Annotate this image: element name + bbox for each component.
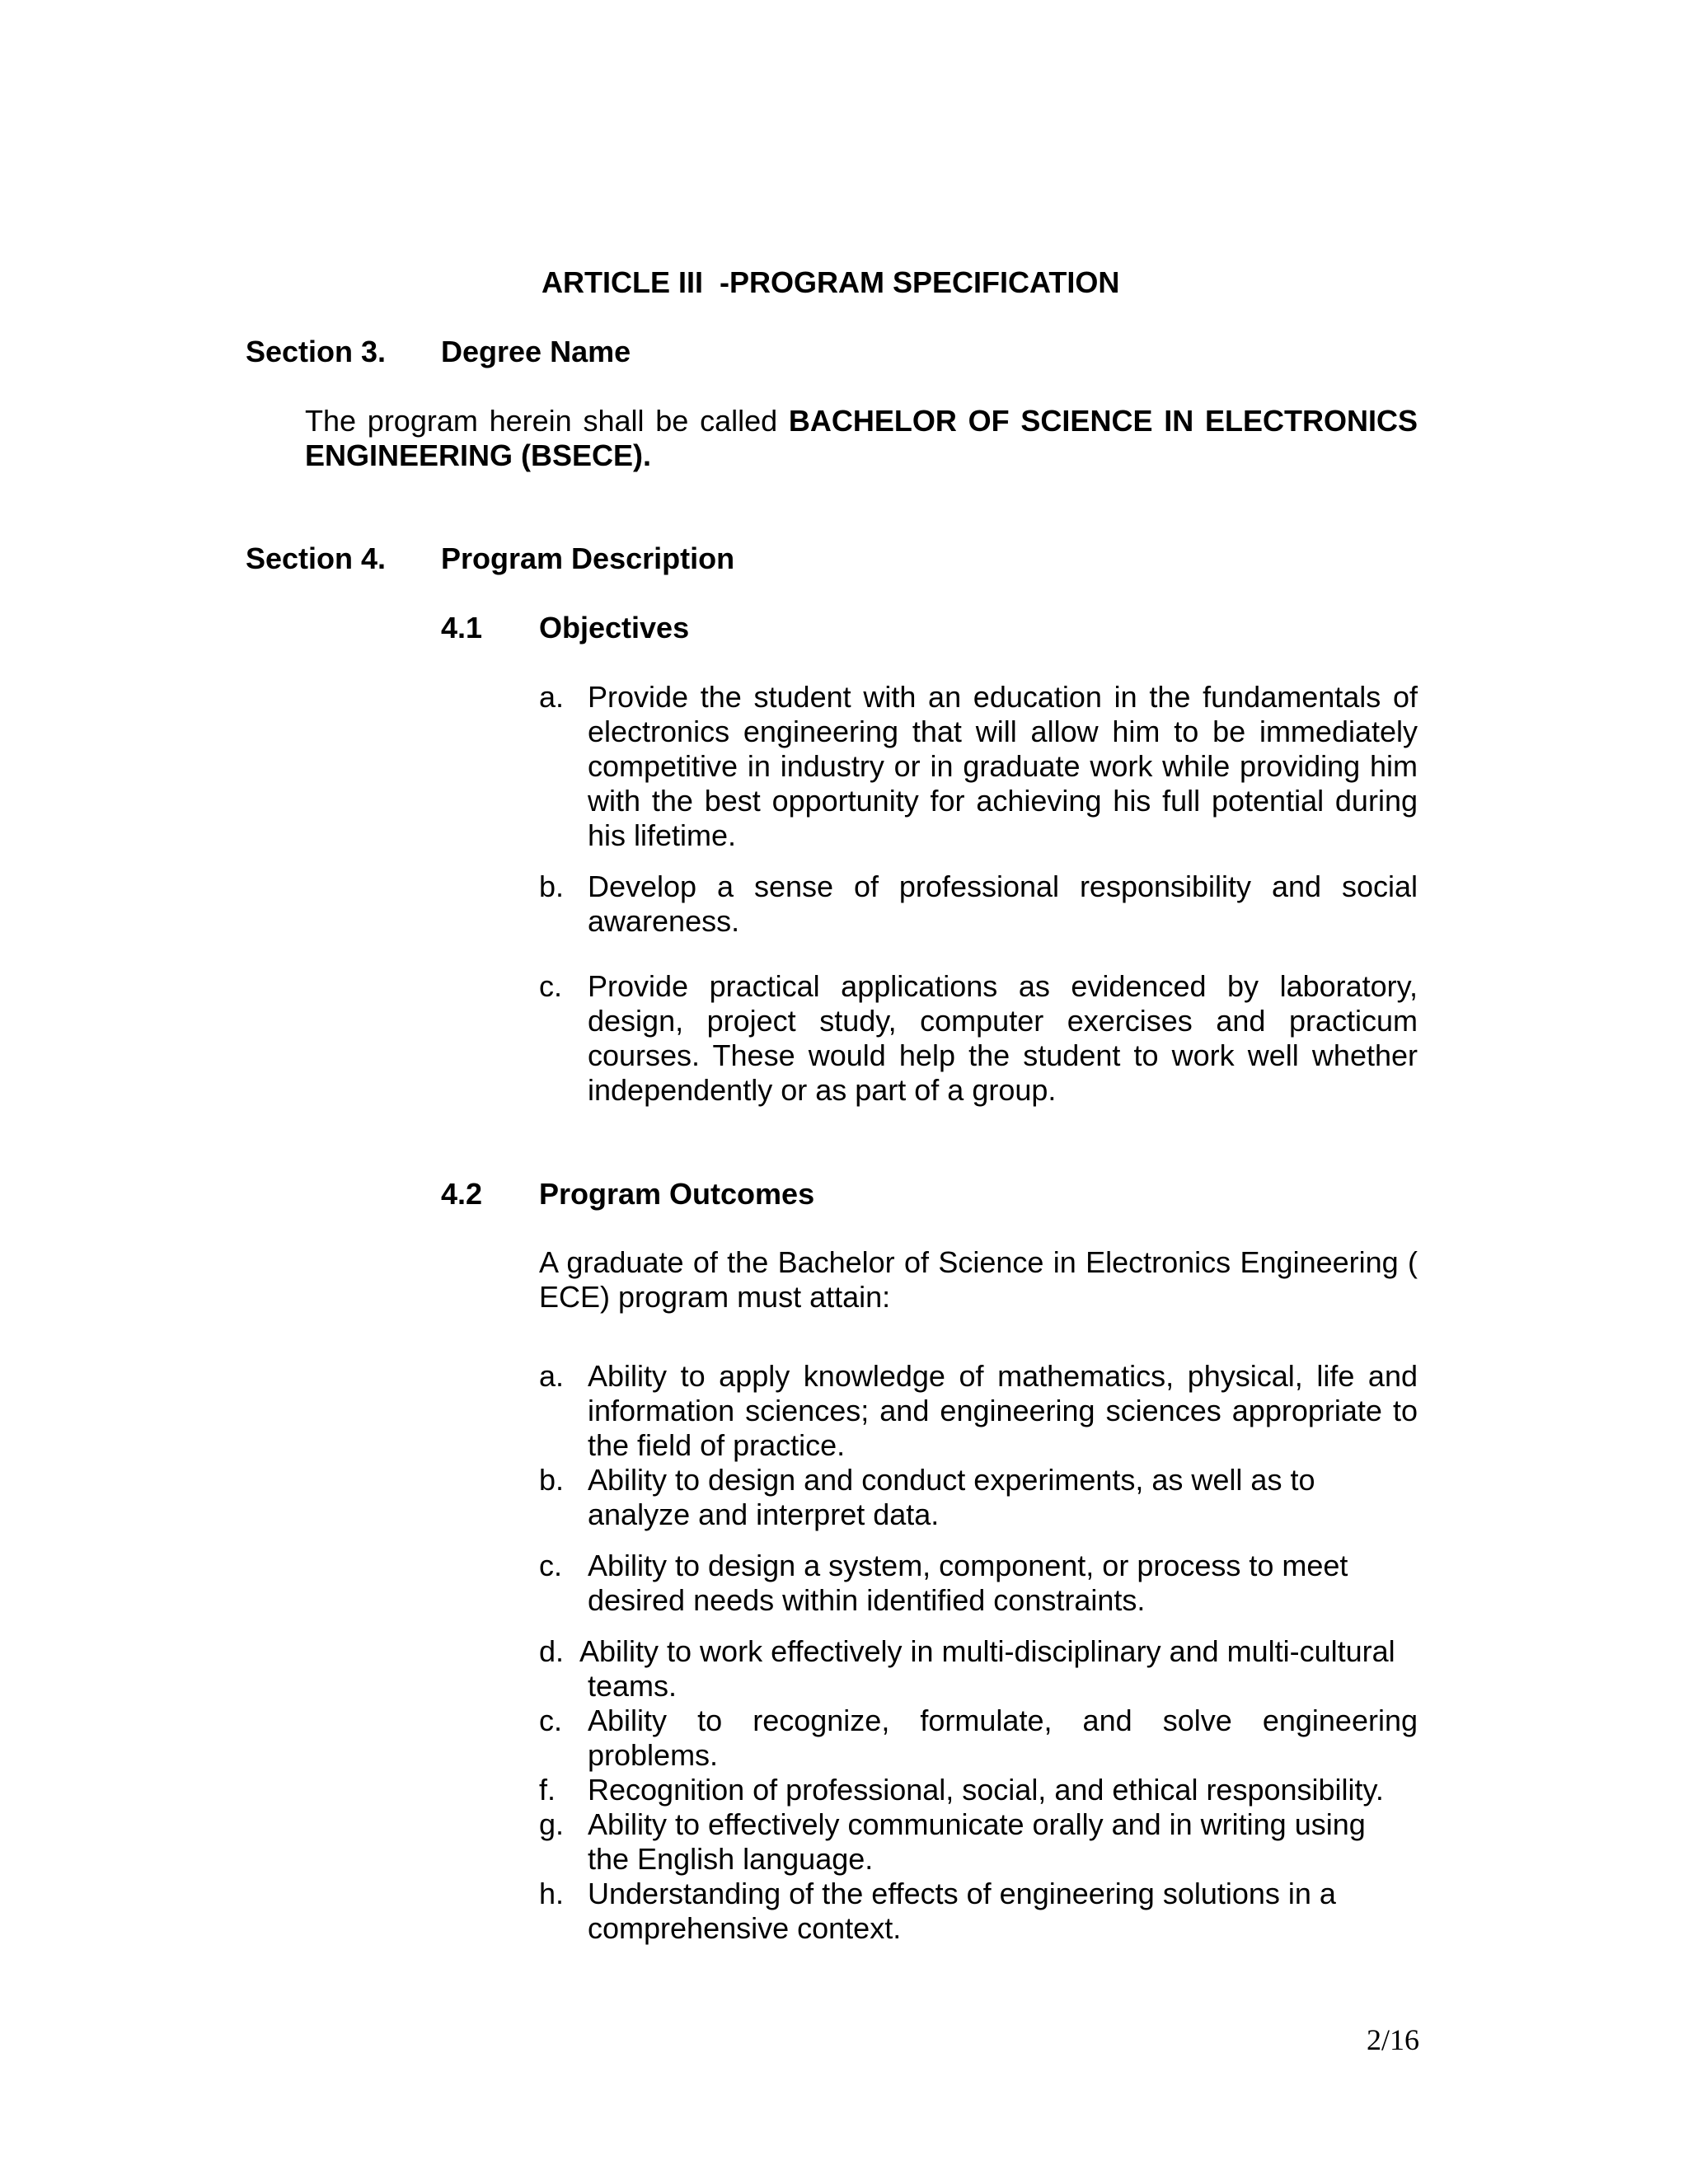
subsection-4-2-title: Program Outcomes (539, 1177, 815, 1211)
outcome-letter: f. (539, 1773, 556, 1807)
article-title: ARTICLE III -PROGRAM SPECIFICATION (542, 265, 1120, 299)
objective-item (539, 869, 1418, 939)
section-4-title: Program Description (441, 541, 735, 575)
outcome-letter: h. (539, 1877, 565, 1910)
section-3-label: Section 3. (246, 335, 387, 368)
outcome-item (539, 1359, 1418, 1463)
objective-item (539, 969, 1418, 1108)
outcome-text: Ability to recognize, formulate, and solve engineering problems. (588, 1704, 1418, 1772)
page-number: 2/16 (1366, 2023, 1419, 2056)
objective-letter: b. (539, 869, 565, 903)
outcome-item (539, 1463, 1418, 1532)
outcome-item (539, 1877, 1418, 1946)
outcome-text: Understanding of the effects of engineering solutions in a comprehensive context. (588, 1877, 1336, 1945)
outcome-text: Ability to design a system, component, or process to meet desired needs within identified constraints. (588, 1549, 1348, 1617)
subsection-4-2-number: 4.2 (441, 1177, 483, 1211)
outcome-letter: c. (539, 1704, 563, 1737)
outcome-letter: c. (539, 1549, 563, 1582)
outcome-item (539, 1704, 1418, 1773)
degree-name: BACHELOR OF SCIENCE IN ELECTRONICS ENGINEERING (BSECE). (305, 404, 1418, 472)
objective-letter: c. (539, 969, 563, 1003)
objective-text: Provide practical applications as evidenced by laboratory, design, project study, computer exercises and practicum courses. These would help the student to work well whether independently or as part of a group. (588, 969, 1418, 1107)
outcome-letter: g. (539, 1807, 565, 1841)
degree-name-prefix: The program herein shall be called (305, 404, 789, 438)
outcome-letter: d. (539, 1634, 565, 1668)
outcome-text: Ability to apply knowledge of mathematics, physical, life and information sciences; and engineering sciences appropriate to the field of practice. (588, 1359, 1418, 1462)
outcome-item (539, 1807, 1418, 1877)
objective-item (539, 680, 1418, 853)
outcome-letter: b. (539, 1463, 565, 1497)
subsection-4-1-title: Objectives (539, 611, 690, 644)
section-4-label: Section 4. (246, 541, 387, 575)
outcome-letter: a. (539, 1359, 565, 1393)
outcome-item (539, 1773, 1418, 1807)
outcome-text: Ability to effectively communicate orally and in writing using the English language. (588, 1807, 1366, 1876)
subsection-4-1-number: 4.1 (441, 611, 483, 644)
outcome-item (539, 1549, 1418, 1618)
outcome-text: Ability to work effectively in multi-disciplinary and multi-cultural teams. (579, 1634, 1395, 1703)
outcome-text: Recognition of professional, social, and ethical responsibility. (588, 1773, 1384, 1807)
outcome-item (539, 1634, 1418, 1704)
objective-letter: a. (539, 680, 565, 714)
outcome-text: Ability to design and conduct experiments, as well as to analyze and interpret data. (588, 1463, 1315, 1531)
section-3-title: Degree Name (441, 335, 631, 368)
objective-text: Provide the student with an education in the fundamentals of electronics engineering that will allow him to be immediately competitive in industry or in graduate work while providing him with the best opportunity for achieving his full potential during his lifetime. (588, 680, 1418, 852)
objective-text: Develop a sense of professional responsibility and social awareness. (588, 869, 1418, 938)
outcomes-intro: A graduate of the Bachelor of Science in Electronics Engineering ( ECE) program must attain: (539, 1245, 1418, 1314)
degree-name-paragraph (305, 404, 1418, 473)
